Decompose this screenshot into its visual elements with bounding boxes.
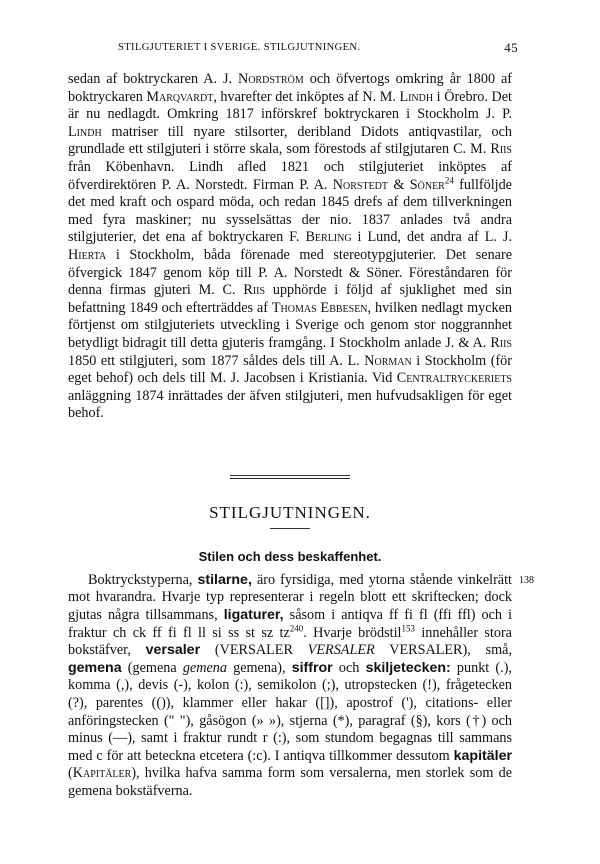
body-paragraph bbox=[68, 572, 512, 801]
term-bold: versaler bbox=[145, 642, 201, 659]
name-small-caps: Norman bbox=[364, 352, 412, 369]
name-small-caps: Norstedt & Söner bbox=[332, 176, 445, 193]
name-small-caps: Nordström bbox=[237, 71, 304, 87]
italic-run: VERSALER bbox=[307, 642, 375, 659]
text-run: i Stockholm (för eget behof) och dels till M. J. Jacobsen i Kristiania. Vid bbox=[68, 352, 512, 387]
name-small-caps: Riis bbox=[490, 334, 512, 351]
running-header bbox=[68, 34, 518, 56]
text-run: punkt (.), komma (,), devis (-), kolon (:), semikolon (;), utropstecken (!), frågetecken (?), parentes (()), klammer eller hakar ([]), apostrof ('), citations- eller anföringstecken (" "), gåsögon (» »), stjerna (*), paragraf (§), kors (†) och minus (—), samt i fraktur rundt r (:), som stundom begagnas till sammans med c för att beteckna etcetera (:c). I antiqva tillkommer dessutom bbox=[68, 659, 512, 764]
subheading: Stilen och dess beskaffenhet. bbox=[198, 548, 382, 564]
name-small-caps: Kapitäler bbox=[72, 765, 132, 782]
text-run: i Lund, det andra af L. J. bbox=[351, 229, 513, 246]
text-run: gemena), bbox=[226, 659, 292, 676]
text-run: Boktryckstyperna, bbox=[88, 571, 198, 588]
name-small-caps: Lindh bbox=[68, 123, 102, 140]
term-bold: kapitäler bbox=[453, 747, 512, 764]
name-small-caps: Riis bbox=[490, 141, 512, 158]
text-run: ( bbox=[68, 765, 73, 782]
text-run: såsom i antiqva ff fi fl (ffi ffl) och i fraktur ch ck ff fi fl ll si ss st sz tz bbox=[68, 607, 513, 641]
text-run: och bbox=[332, 659, 366, 676]
footnote-ref: 24 bbox=[444, 174, 454, 185]
text-run: äro fyrsidiga, med ytorna stående vinkelrätt mot hvarandra. Hvarje typ representerar i regeln blott ett skriftecken; dock gjutas några tillsammans, bbox=[68, 571, 512, 624]
name-small-caps: Thomas Ebbesen bbox=[271, 299, 368, 316]
divider-rule bbox=[230, 478, 350, 479]
text-run: . Hvarje brödstil bbox=[303, 624, 402, 641]
margin-number: 138 bbox=[519, 574, 534, 586]
name-small-caps: Hierta bbox=[68, 246, 107, 263]
text-run: fullföljde det med kraft och ospard möda, och redan 1845 drefs af dem tillverkningen med fyra maskiner; nu sysselsättas der nio. 1837 anlades två andra stilgjuterier, det ena af boktryckaren F. bbox=[68, 176, 512, 246]
footnote-ref: 240 bbox=[289, 622, 304, 633]
running-title: STILGJUTERIET I SVERIGE. STILGJUTNINGEN. bbox=[118, 42, 361, 53]
italic-run: gemena bbox=[182, 659, 227, 676]
text-run: från Köbenhavn. Lindh afled 1821 och stilgjuteriet inköptes af öfverdirektören P. A. Norstedt. Firman P. A. bbox=[68, 158, 512, 193]
section-title: STILGJUTNINGEN. bbox=[209, 502, 371, 522]
text-run: i Stockholm, båda förenade med stereotypgjuterier. Det senare öfvergick 1847 genom köp till P. A. Norstedt & Söner. Föreståndaren för denna firmas gjuteri M. C. bbox=[68, 246, 512, 299]
text-run: , hvarefter det inköptes af N. M. bbox=[213, 88, 400, 105]
title-rule bbox=[270, 528, 310, 529]
text-run: , hvilken nedlagt mycken förtjenst om stilgjuteriets utveckling i Sverige och genom stor noggrannhet betydligt bidragit till detta gjuteris framgång. I Stockholm anlade J. & A. bbox=[68, 299, 512, 351]
text-run: sedan af boktryckaren A. J. bbox=[68, 71, 238, 87]
text-run: VERSALER), små, bbox=[374, 642, 512, 659]
term-bold: siffror bbox=[291, 659, 333, 676]
text-run: i Örebro. Det är nu nedlagdt. Omkring 1817 införskref boktryckaren i Stockholm J. P. bbox=[68, 88, 512, 123]
text-run: matriser till nyare stilsorter, deribland Didots antiqvastilar, och grundlade ett stilgjuteri i större skala, som förestods af stilgjutaren C. M. bbox=[68, 123, 512, 158]
page bbox=[68, 34, 534, 801]
text-run: (gemena bbox=[121, 659, 183, 676]
text-run: innehåller stora bokstäfver, bbox=[68, 624, 512, 659]
name-small-caps: Riis bbox=[243, 282, 266, 299]
name-small-caps: Centraltryckeriets bbox=[396, 370, 512, 387]
text-run: 1850 ett stilgjuteri, som 1877 såldes dels till A. L. bbox=[68, 352, 365, 369]
name-small-caps: Marqvardt bbox=[146, 88, 214, 105]
text-run: upphörde i följd af sjuklighet med sin befattning 1849 och efterträddes af bbox=[68, 282, 512, 316]
text-run: ), hvilka hafva samma form som versalerna, men storlek som de gemena bokstäfverna. bbox=[68, 765, 512, 799]
text-run: och öfvertogs omkring år 1800 af boktryckaren bbox=[68, 71, 512, 105]
divider-rule bbox=[230, 475, 350, 476]
body-paragraph bbox=[68, 71, 512, 423]
term-bold: skiljetecken: bbox=[365, 659, 451, 676]
term-bold: ligaturer, bbox=[223, 607, 284, 624]
body-paragraph-wrap bbox=[68, 571, 534, 801]
text-run: (VERSALER bbox=[200, 642, 308, 659]
term-bold: gemena bbox=[68, 659, 122, 676]
text-run: anläggning 1874 inrättades der äfven stilgjuteri, men hufvudsakligen för eget behof. bbox=[68, 387, 512, 422]
term-bold: stilarne, bbox=[197, 571, 252, 588]
page-number: 45 bbox=[504, 40, 518, 55]
name-small-caps: Lindh bbox=[399, 88, 434, 105]
name-small-caps: Berling bbox=[305, 229, 352, 246]
section-divider bbox=[68, 423, 512, 493]
footnote-ref: 153 bbox=[401, 622, 415, 633]
